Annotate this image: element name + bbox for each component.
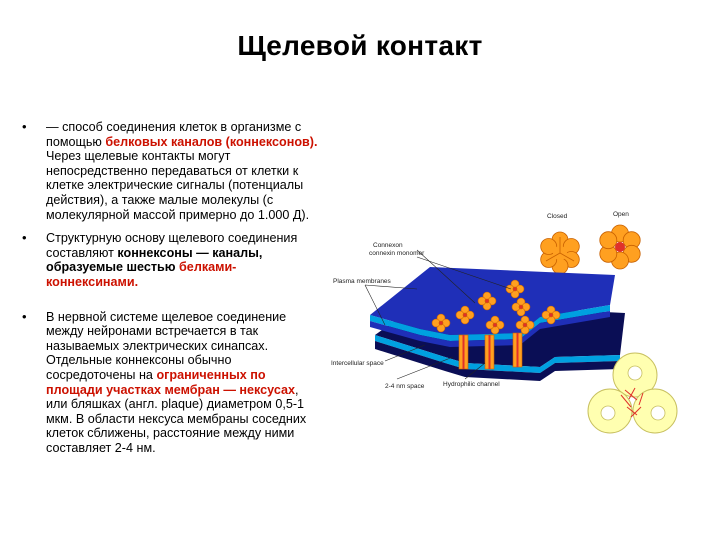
bullet-item	[22, 310, 322, 456]
bullet-text-1: — способ соединения клеток в организме с помощью белковых каналов (коннексонов). Через щелевые контакты могут непосредственно передаваться от клетки к клетке электрические сигналы (потенциалы действия), а также малые молекулы (с молекулярной массой примерно до 1.000 Д).	[46, 120, 318, 222]
intercellular-space-label: Intercellular space	[331, 360, 384, 367]
connexin-label: connexin monomer	[369, 250, 425, 257]
gap-width-label: 2-4 nm space	[385, 383, 425, 390]
open-label: Open	[613, 211, 629, 218]
plasma-membranes-label: Plasma membranes	[333, 278, 391, 285]
bullet-marker: •	[22, 230, 27, 246]
page-title: Щелевой контакт	[237, 30, 483, 61]
closed-connexon-icon	[541, 232, 580, 274]
bullet-text-2: Структурную основу щелевого соединения составляют коннексоны — каналы, образуемые шестью белками-коннексинами.	[46, 231, 298, 289]
bullet-marker: •	[22, 119, 27, 134]
bullet-item	[22, 120, 322, 222]
hydrophilic-channel-label: Hydrophilic channel	[443, 381, 500, 388]
bullet-marker: •	[22, 308, 27, 324]
bullet-list	[22, 120, 322, 455]
connexon-label: Connexon	[373, 242, 403, 249]
bullet-text-3: В нервной системе щелевое соединение между нейронами встречается в так называемых электрических синапсах. Отдельные коннексоны обычно сосредоточены на ограниченных по площади участках мембран — нексусах, или бляшках (англ. plaque) диаметром 0,5-1 мкм. В области нексуса мембраны соседних клеток сближены, расстояние между ними составляет 2-4 нм.	[46, 309, 307, 455]
open-connexon-icon	[600, 225, 640, 269]
gap-junction-diagram	[325, 185, 705, 445]
closed-label: Closed	[547, 213, 568, 220]
bullet-item	[22, 231, 322, 289]
